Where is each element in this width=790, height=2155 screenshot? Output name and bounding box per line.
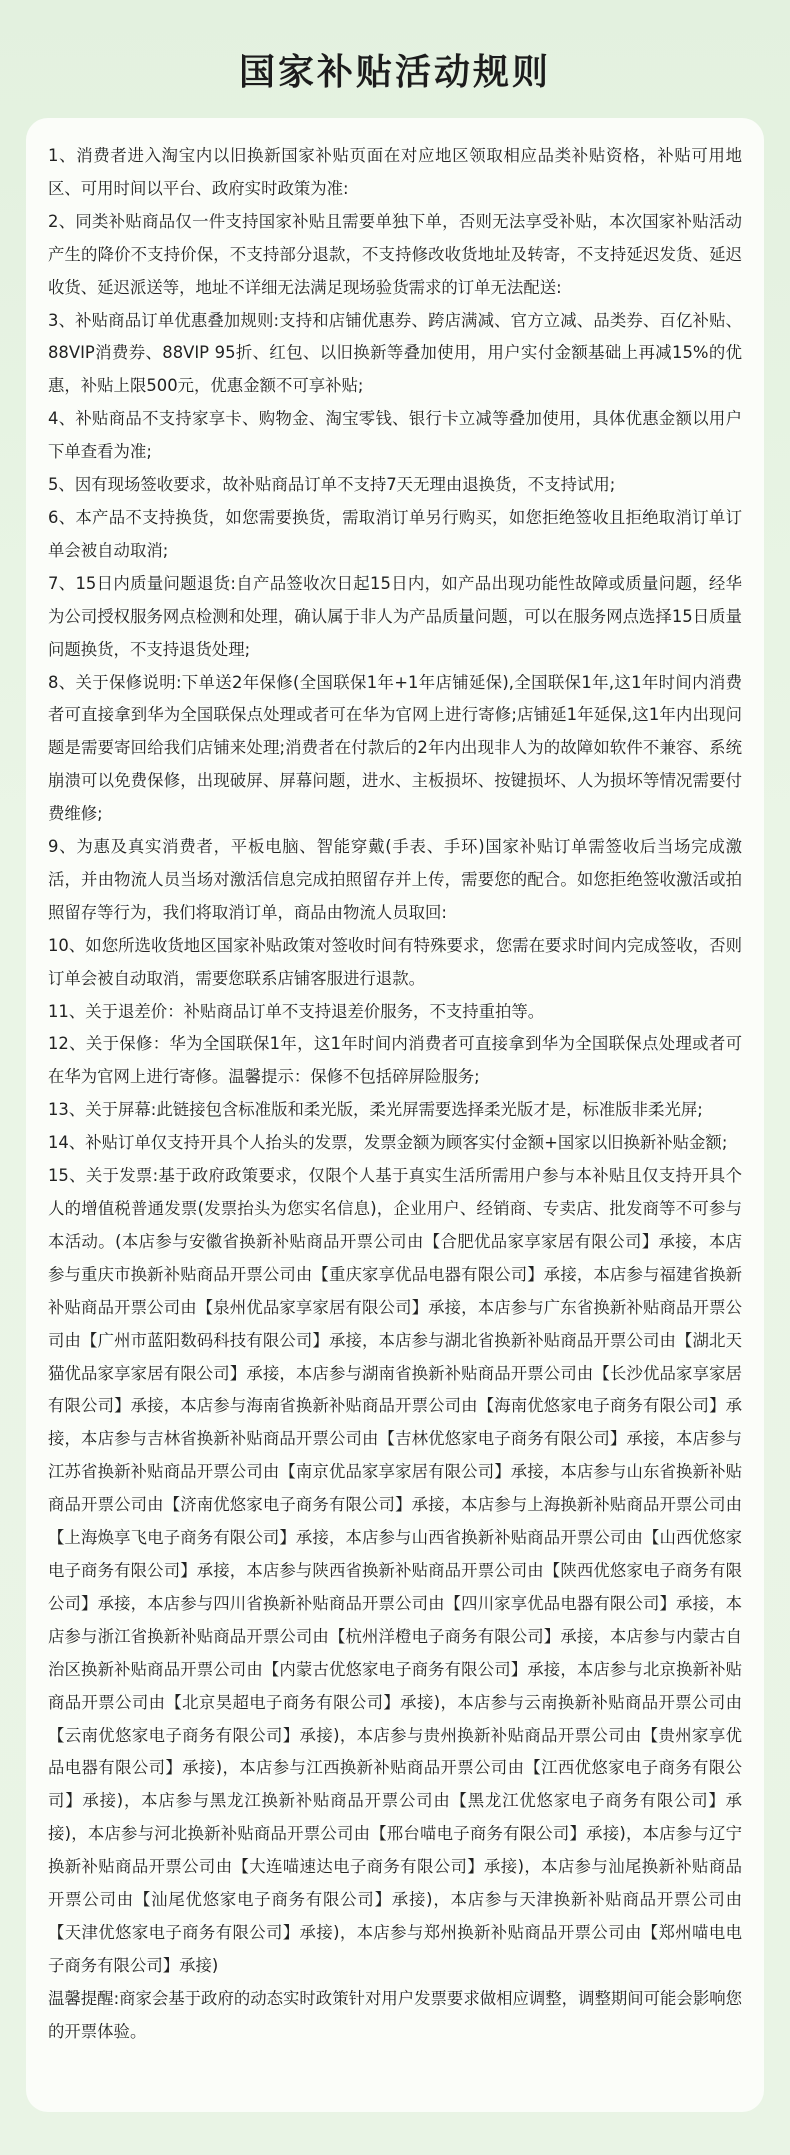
rule-3-discount-stacking: 3、补贴商品订单优惠叠加规则:支持和店铺优惠券、跨店满减、官方立减、品类券、百亿补贴、88VIP消费券、88VIP 95折、红包、以旧换新等叠加使用，用户实付金额基础上再减15%的优惠，补贴上限500元，优惠金额不可享补贴; [48, 310, 742, 396]
rule-6-no-exchange: 6、本产品不支持换货，如您需要换货，需取消订单另行购买，如您拒绝签收且拒绝取消订单订单会被自动取消; [48, 507, 742, 560]
rule-9-activation: 9、为惠及真实消费者，平板电脑、智能穿戴(手表、手环)国家补贴订单需签收后当场完成激活，并由物流人员当场对激活信息完成拍照留存并上传，需要您的配合。如您拒绝签收激活或拍照留存等行为，我们将取消订单，商品由物流人员取回: [48, 837, 742, 922]
rule-5-no-7day-return: 5、因有现场签收要求，故补贴商品订单不支持7天无理由退换货，不支持试用; [48, 475, 616, 495]
rule-11-price-difference: 11、关于退差价：补贴商品订单不支持退差价服务，不支持重拍等。 [48, 1001, 545, 1021]
page-title: 国家补贴活动规则 [238, 52, 551, 93]
rule-8-warranty: 8、关于保修说明:下单送2年保修(全国联保1年+1年店铺延保),全国联保1年,这1年时间内消费者可直接拿到华为全国联保点处理或者可在华为官网上进行寄修;店铺延1年延保,这1年内出现问题是需要寄回给我们店铺来处理;消费者在付款后的2年内出现非人为的故障如软件不兼容、系统崩溃可以免费保修，出现破屏、屏幕问题，进水、主板损坏、按键损坏、人为损坏等情况需要付费维修; [48, 672, 742, 824]
rule-7-quality-return: 7、15日内质量问题退货:自产品签收次日起15日内，如产品出现功能性故障或质量问题，经华为公司授权服务网点检测和处理，确认属于非人为产品质量问题，可以在服务网点选择15日质量问题换货，不支持退货处理; [48, 573, 742, 659]
rule-4-excluded-payments: 4、补贴商品不支持家享卡、购物金、淘宝零钱、银行卡立减等叠加使用，具体优惠金额以用户下单查看为准; [48, 409, 742, 462]
rules-card [26, 118, 764, 2112]
rule-2-single-order: 2、同类补贴商品仅一件支持国家补贴且需要单独下单，否则无法享受补贴，本次国家补贴活动产生的降价不支持价保，不支持部分退款，不支持修改收货地址及转寄，不支持延迟发货、延迟收货、延迟派送等，地址不详细无法满足现场验货需求的订单无法配送: [48, 211, 742, 297]
rule-13-screen: 13、关于屏幕:此链接包含标准版和柔光版，柔光屏需要选择柔光版才是，标准版非柔光屏; [48, 1100, 703, 1120]
rule-12-repair: 12、关于保修：华为全国联保1年，这1年时间内消费者可直接拿到华为全国联保点处理或者可在华为官网上进行寄修。温馨提示：保修不包括碎屏险服务; [48, 1034, 742, 1087]
rule-1-eligibility: 1、消费者进入淘宝内以旧换新国家补贴页面在对应地区领取相应品类补贴资格，补贴可用地区、可用时间以平台、政府实时政策为准: [48, 146, 742, 198]
rule-10-signing-time: 10、如您所选收货地区国家补贴政策对签收时间有特殊要求，您需在要求时间内完成签收，否则订单会被自动取消，需要您联系店铺客服进行退款。 [48, 935, 742, 988]
reminder-note: 温馨提醒:商家会基于政府的动态实时政策针对用户发票要求做相应调整，调整期间可能会影响您的开票体验。 [48, 1988, 742, 2041]
rule-14-invoice-amount: 14、补贴订单仅支持开具个人抬头的发票，发票金额为顾客实付金额+国家以旧换新补贴金额; [48, 1133, 728, 1153]
rule-15-invoice: 15、关于发票:基于政府政策要求，仅限个人基于真实生活所需用户参与本补贴且仅支持开具个人的增值税普通发票(发票抬头为您实名信息)，企业用户、经销商、专卖店、批发商等不可参与本活动。(本店参与安徽省换新补贴商品开票公司由【合肥优品家享家居有限公司】承接，本店参与重庆市换新补贴商品开票公司由【重庆家享优品电器有限公司】承接，本店参与福建省换新补贴商品开票公司由【泉州优品家享家居有限公司】承接，本店参与广东省换新补贴商品开票公司由【广州市蓝阳数码科技有限公司】承接，本店参与湖北省换新补贴商品开票公司由【湖北天猫优品家享家居有限公司】承接，本店参与湖南省换新补贴商品开票公司由【长沙优品家享家居有限公司】承接，本店参与海南省换新补贴商品开票公司由【海南优悠家电子商务有限公司】承接，本店参与吉林省换新补贴商品开票公司由【吉林优悠家电子商务有限公司】承接，本店参与江苏省换新补贴商品开票公司由【南京优品家享家居有限公司】承接，本店参与山东省换新补贴商品开票公司由【济南优悠家电子商务有限公司】承接，本店参与上海换新补贴商品开票公司由【上海焕享飞电子商务有限公司】承接，本店参与山西省换新补贴商品开票公司由【山西优悠家电子商务有限公司】承接，本店参与陕西省换新补贴商品开票公司由【陕西优悠家电子商务有限公司】承接，本店参与四川省换新补贴商品开票公司由【四川家享优品电器有限公司】承接，本店参与浙江省换新补贴商品开票公司由【杭州洋橙电子商务有限公司】承接，本店参与内蒙古自治区换新补贴商品开票公司由【内蒙古优悠家电子商务有限公司】承接，本店参与北京换新补贴商品开票公司由【北京昊超电子商务有限公司】承接)，本店参与云南换新补贴商品开票公司由【云南优悠家电子商务有限公司】承接)，本店参与贵州换新补贴商品开票公司由【贵州家享优品电器有限公司】承接)，本店参与江西换新补贴商品开票公司由【江西优悠家电子商务有限公司】承接)，本店参与黑龙江换新补贴商品开票公司由【黑龙江优悠家电子商务有限公司】承接)，本店参与河北换新补贴商品开票公司由【邢台喵电子商务有限公司】承接)，本店参与辽宁换新补贴商品开票公司由【大连喵速达电子商务有限公司】承接)，本店参与汕尾换新补贴商品开票公司由【汕尾优悠家电子商务有限公司】承接)，本店参与天津换新补贴商品开票公司由【天津优悠家电子商务有限公司】承接)，本店参与郑州换新补贴商品开票公司由【郑州喵电电子商务有限公司】承接) [48, 1166, 742, 1975]
